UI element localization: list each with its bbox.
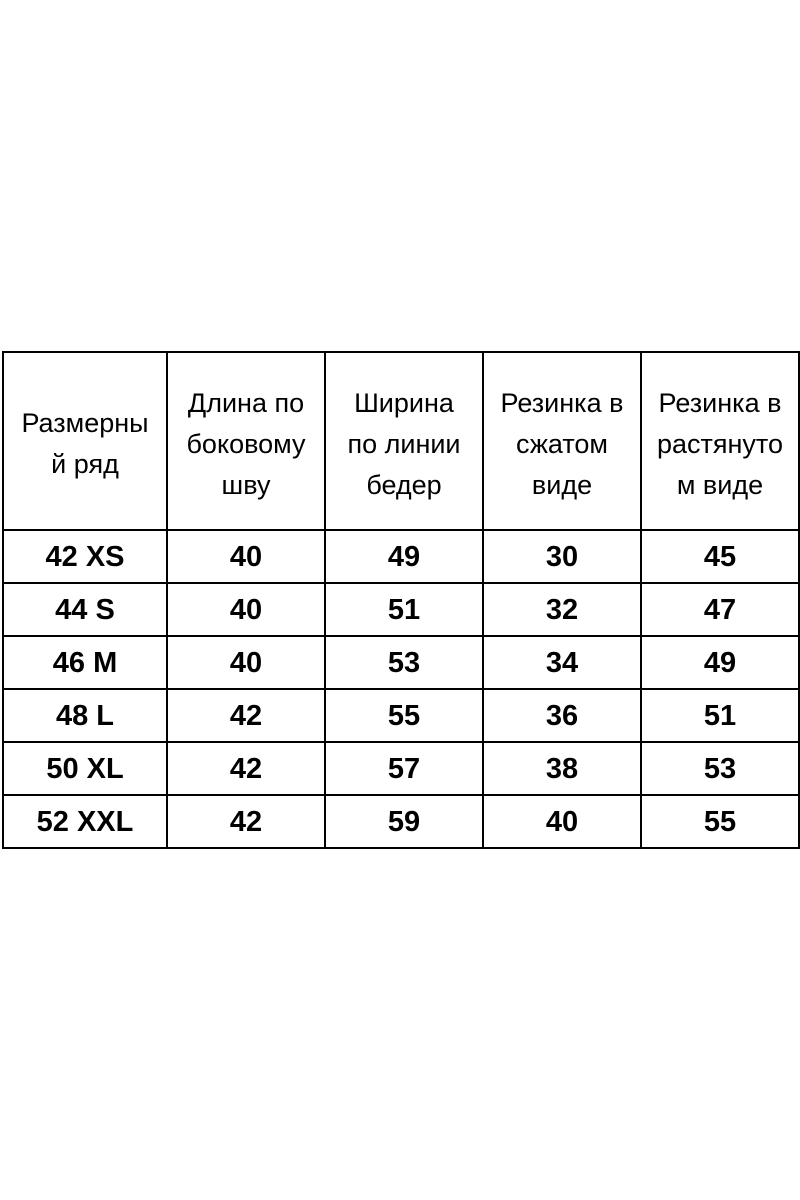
- length-cell: 42: [167, 795, 325, 848]
- hip-width-cell: 55: [325, 689, 483, 742]
- table-row: [3, 742, 799, 795]
- header-row: [3, 352, 799, 530]
- table-row: [3, 636, 799, 689]
- elastic-stretched-cell: 49: [641, 636, 799, 689]
- hip-width-cell: 53: [325, 636, 483, 689]
- elastic-relaxed-cell: 40: [483, 795, 641, 848]
- size-cell: 42 XS: [3, 530, 167, 583]
- elastic-stretched-cell: 55: [641, 795, 799, 848]
- elastic-relaxed-cell: 38: [483, 742, 641, 795]
- length-cell: 40: [167, 530, 325, 583]
- size-cell: 52 XXL: [3, 795, 167, 848]
- table-row: [3, 530, 799, 583]
- header-hip-width: Ширина по линии бедер: [325, 352, 483, 530]
- header-size-range: Размерны й ряд: [3, 352, 167, 530]
- table-row: [3, 583, 799, 636]
- elastic-stretched-cell: 51: [641, 689, 799, 742]
- size-cell: 46 M: [3, 636, 167, 689]
- header-elastic-relaxed: Резинка в сжатом виде: [483, 352, 641, 530]
- elastic-stretched-cell: 45: [641, 530, 799, 583]
- size-chart-table: [2, 351, 800, 849]
- length-cell: 42: [167, 742, 325, 795]
- size-cell: 44 S: [3, 583, 167, 636]
- length-cell: 40: [167, 583, 325, 636]
- elastic-stretched-cell: 47: [641, 583, 799, 636]
- header-elastic-stretched: Резинка в растянуто м виде: [641, 352, 799, 530]
- size-cell: 50 XL: [3, 742, 167, 795]
- elastic-relaxed-cell: 34: [483, 636, 641, 689]
- length-cell: 40: [167, 636, 325, 689]
- size-cell: 48 L: [3, 689, 167, 742]
- length-cell: 42: [167, 689, 325, 742]
- table-row: [3, 689, 799, 742]
- elastic-relaxed-cell: 36: [483, 689, 641, 742]
- elastic-relaxed-cell: 32: [483, 583, 641, 636]
- hip-width-cell: 51: [325, 583, 483, 636]
- hip-width-cell: 49: [325, 530, 483, 583]
- hip-width-cell: 59: [325, 795, 483, 848]
- header-side-seam-length: Длина по боковому шву: [167, 352, 325, 530]
- elastic-relaxed-cell: 30: [483, 530, 641, 583]
- elastic-stretched-cell: 53: [641, 742, 799, 795]
- hip-width-cell: 57: [325, 742, 483, 795]
- table-row: [3, 795, 799, 848]
